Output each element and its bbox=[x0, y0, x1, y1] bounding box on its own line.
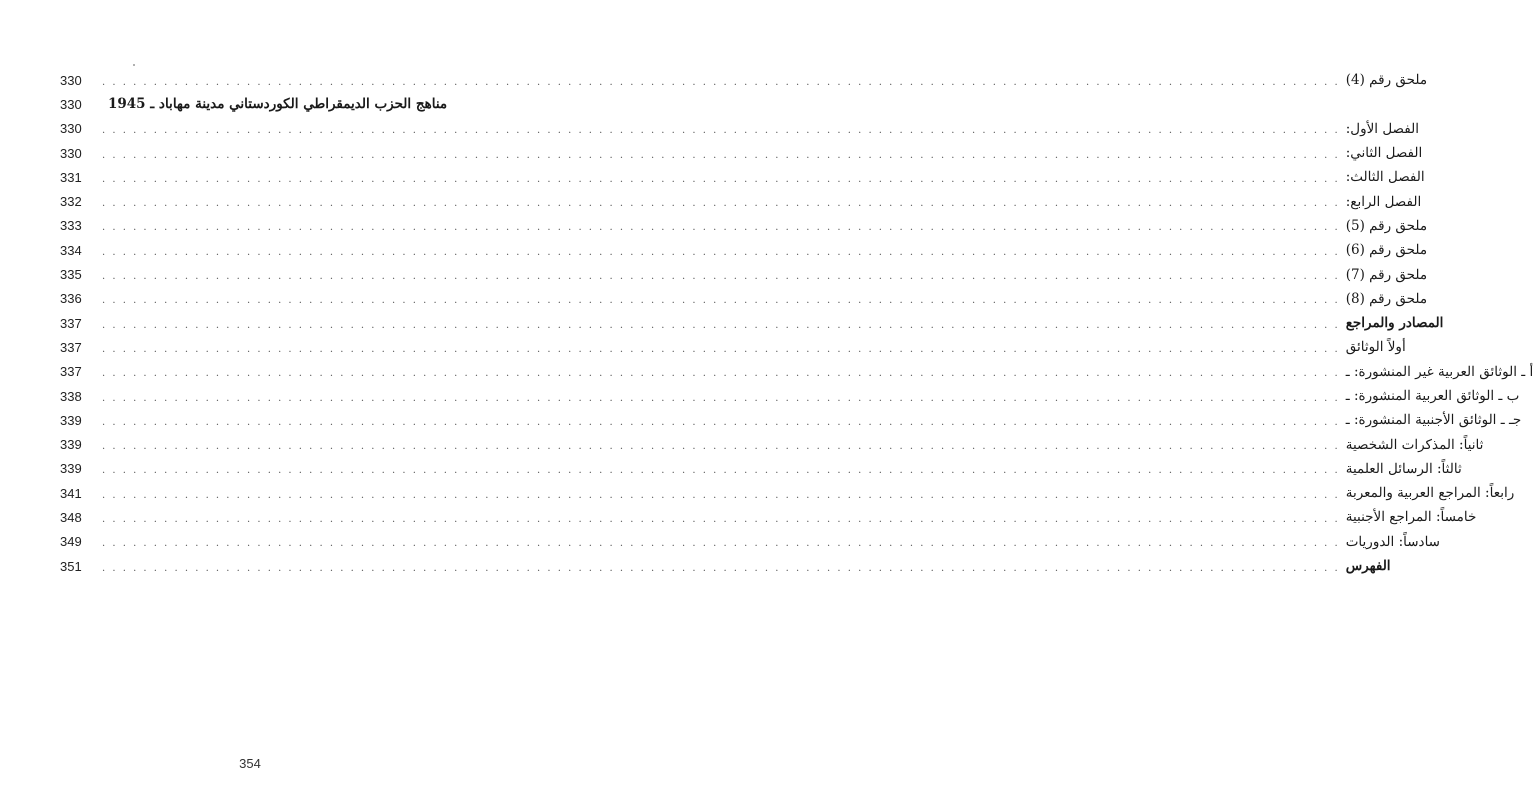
toc-page-number: 337 bbox=[60, 339, 82, 355]
toc-entry-title: ملحق رقم (8) bbox=[1345, 290, 1428, 307]
dot-leader: . . . . . . . . . . . . . . . . . . . . . . . . . . . . . . . . . . . . . . . . . . . . . . . . . . . . . . . . . . . . . . . . . . . . . . . . . . . . . . . . . . . . . . . . . . . . . . . . . . . . . . . . . . . . . . . . . . . . . . . . bbox=[102, 125, 1340, 137]
toc-page-number: 334 bbox=[60, 242, 82, 258]
dot-leader: . . . . . . . . . . . . . . . . . . . . . . . . . . . . . . . . . . . . . . . . . . . . . . . . . . . . . . . . . . . . . . . . . . . . . . . . . . . . . . . . . . . . . . . . . . . . . . . . . . . . . . . . . . . . . . . . . . . . . . . . bbox=[102, 513, 1340, 525]
toc-entry-title: ب ـ الوثائق العربية المنشورة: ـ bbox=[1345, 388, 1520, 404]
toc-entry-title: أ ـ الوثائق العربية غير المنشورة: ـ bbox=[1345, 363, 1533, 380]
dot-leader: . . . . . . . . . . . . . . . . . . . . . . . . . . . . . . . . . . . . . . . . . . . . . . . . . . . . . . . . . . . . . . . . . . . . . . . . . . . . . . . . . . . . . . . . . . . . . . . . . . . . . . . . . . . . . . . . . . . . . . . . bbox=[102, 538, 1340, 550]
dot-leader: . . . . . . . . . . . . . . . . . . . . . . . . . . . . . . . . . . . . . . . . . . . . . . . . . . . . . . . . . . . . . . . . . . . . . . . . . . . . . . . . . . . . . . . . . . . . . . . . . . . . . . . . . . . . . . . . . . . . . . . . bbox=[102, 198, 1340, 210]
toc-entry-title: ملحق رقم (5) bbox=[1345, 217, 1428, 234]
toc-entry bbox=[60, 117, 1419, 141]
toc-page-number: 348 bbox=[60, 509, 82, 525]
page-number: 354 bbox=[239, 756, 261, 771]
toc-page-number: 330 bbox=[60, 145, 82, 161]
dot-leader: . . . . . . . . . . . . . . . . . . . . . . . . . . . . . . . . . . . . . . . . . . . . . . . . . . . . . . . . . . . . . . . . . . . . . . . . . . . . . . . . . . . . . . . . . . . . . . . . . . . . . . . . . . . . . . . . . . . . . . . . bbox=[102, 392, 1340, 404]
toc-page-number: 339 bbox=[60, 437, 82, 453]
toc-page-number: 351 bbox=[60, 558, 82, 574]
dot-leader: . . . . . . . . . . . . . . . . . . . . . . . . . . . . . . . . . . . . . . . . . . . . . . . . . . . . . . . . . . . . . . . . . . . . . . . . . . . . . . . . . . . . . . . . . . . . . . . . . . . . . . . . . . . . . . . . . . . . . . . . bbox=[102, 149, 1340, 161]
toc-entry bbox=[60, 262, 1428, 286]
toc-entry bbox=[60, 408, 1522, 432]
toc-entry-title: الفهرس bbox=[1345, 558, 1391, 575]
dot-leader: . . . . . . . . . . . . . . . . . . . . . . . . . . . . . . . . . . . . . . . . . . . . . . . . . . . . . . . . . . . . . . . . . . . . . . . . . . . . . . . . . . . . . . . . . . . . . . . . . . . . . . . . . . . . . . . . . . . . . . . . bbox=[102, 222, 1340, 234]
dot-leader: . . . . . . . . . . . . . . . . . . . . . . . . . . . . . . . . . . . . . . . . . . . . . . . . . . . . . . . . . . . . . . . . . . . . . . . . . . . . . . . . . . . . . . . . . . . . . . . . . . . . . . . . . . . . . . . . . . . . . . . . bbox=[102, 368, 1340, 380]
dot-leader: . . . . . . . . . . . . . . . . . . . . . . . . . . . . . . . . . . . . . . . . . . . . . . . . . . . . . . . . . . . . . . . . . . . . . . . . . . . . . . . . . . . . . . . . . . . . . . . . . . . . . . . . . . . . . . . . . . . . . . . . bbox=[102, 271, 1340, 283]
dot-leader: . . . . . . . . . . . . . . . . . . . . . . . . . . . . . . . . . . . . . . . . . . . . . . . . . . . . . . . . . . . . . . . . . . . . . . . . . . . . . . . . . . . . . . . . . . . . . . . . . . . . . . . . . . . . . . . . . . . . . . . . bbox=[102, 173, 1340, 185]
toc-entry bbox=[60, 481, 1515, 505]
toc-entry bbox=[60, 457, 1462, 481]
toc-page-number: 330 bbox=[60, 121, 82, 137]
page-speck bbox=[133, 64, 135, 66]
toc-entry-title: المصادر والمراجع bbox=[1345, 315, 1444, 332]
toc-entry-title: خامساً: المراجع الأجنبية bbox=[1345, 509, 1477, 526]
toc-page-number: 339 bbox=[60, 412, 82, 428]
toc-entry bbox=[60, 432, 1484, 456]
toc-page-number: 337 bbox=[60, 364, 82, 380]
toc-page-number: 332 bbox=[60, 194, 82, 210]
toc-page-number: 333 bbox=[60, 218, 82, 234]
dot-leader: . . . . . . . . . . . . . . . . . . . . . . . . . . . . . . . . . . . . . . . . . . . . . . . . . . . . . . . . . . . . . . . . . . . . . . . . . . . . . . . . . . . . . . . . . . . . . . . . . . . . . . . . . . . . . . . . . . . . . . . . bbox=[102, 465, 1340, 477]
toc-entry bbox=[60, 335, 1406, 359]
toc-entry bbox=[60, 554, 1391, 578]
toc-entry bbox=[60, 384, 1520, 408]
toc-entry-title: جـ ـ الوثائق الأجنبية المنشورة: ـ bbox=[1345, 412, 1522, 429]
toc-entry bbox=[60, 68, 1428, 92]
toc-page-number: 330 bbox=[60, 72, 82, 88]
dot-leader: . . . . . . . . . . . . . . . . . . . . . . . . . . . . . . . . . . . . . . . . . . . . . . . . . . . . . . . . . . . . . . . . . . . . . . . . . . . . . . . . . . . . . . . . . . . . . . . . . . . . . . . . . . . . . . . . . . . . . . . . bbox=[102, 76, 1340, 88]
toc-entry bbox=[60, 92, 448, 116]
dot-leader: . . . . . . . . . . . . . . . . . . . . . . . . . . . . . . . . . . . . . . . . . . . . . . . . . . . . . . . . . . . . . . . . . . . . . . . . . . . . . . . . . . . . . . . . . . . . . . . . . . . . . . . . . . . . . . . . . . . . . . . . bbox=[102, 441, 1340, 453]
table-of-contents bbox=[60, 68, 1533, 578]
toc-entry bbox=[60, 238, 1428, 262]
toc-entry bbox=[60, 360, 1533, 384]
toc-entry bbox=[60, 189, 1422, 213]
toc-entry bbox=[60, 505, 1477, 529]
dot-leader: . . . . . . . . . . . . . . . . . . . . . . . . . . . . . . . . . . . . . . . . . . . . . . . . . . . . . . . . . . . . . . . . . . . . . . . . . . . . . . . . . . . . . . . . . . . . . . . . . . . . . . . . . . . . . . . . . . . . . . . . bbox=[102, 343, 1340, 355]
toc-page-number: 335 bbox=[60, 267, 82, 283]
toc-entry-title: الفصل الرابع: bbox=[1345, 193, 1422, 210]
toc-entry bbox=[60, 141, 1423, 165]
dot-leader: . . . . . . . . . . . . . . . . . . . . . . . . . . . . . . . . . . . . . . . . . . . . . . . . . . . . . . . . . . . . . . . . . . . . . . . . . . . . . . . . . . . . . . . . . . . . . . . . . . . . . . . . . . . . . . . . . . . . . . . . bbox=[102, 562, 1340, 574]
toc-page-number: 337 bbox=[60, 315, 82, 331]
toc-entry-title: ثالثاً: الرسائل العلمية bbox=[1345, 460, 1462, 477]
toc-entry bbox=[60, 214, 1428, 238]
toc-page-number: 338 bbox=[60, 388, 82, 404]
toc-entry-title: الفصل الأول: bbox=[1345, 120, 1419, 137]
toc-page-number: 341 bbox=[60, 485, 82, 501]
toc-entry bbox=[60, 530, 1440, 554]
toc-entry bbox=[60, 311, 1444, 335]
toc-page-number: 330 bbox=[60, 96, 82, 112]
toc-entry-title: رابعاً: المراجع العربية والمعربة bbox=[1345, 485, 1515, 502]
toc-entry-title: ملحق رقم (4) bbox=[1345, 72, 1428, 89]
toc-entry-title: ثانياً: المذكرات الشخصية bbox=[1345, 436, 1484, 453]
toc-entry bbox=[60, 287, 1428, 311]
dot-leader: . . . . . . . . . . . . . . . . . . . . . . . . . . . . . . . . . . . . . . . . . . . . . . . . . . . . . . . . . . . . . . . . . . . . . . . . . . . . . . . . . . . . . . . . . . . . . . . . . . . . . . . . . . . . . . . . . . . . . . . . bbox=[102, 489, 1340, 501]
toc-page-number: 349 bbox=[60, 534, 82, 550]
toc-entry-title: الفصل الثالث: bbox=[1345, 169, 1425, 186]
dot-leader: . . . . . . . . . . . . . . . . . . . . . . . . . . . . . . . . . . . . . . . . . . . . . . . . . . . . . . . . . . . . . . . . . . . . . . . . . . . . . . . . . . . . . . . . . . . . . . . . . . . . . . . . . . . . . . . . . . . . . . . . bbox=[102, 295, 1340, 307]
dot-leader: . . . . . . . . . . . . . . . . . . . . . . . . . . . . . . . . . . . . . . . . . . . . . . . . . . . . . . . . . . . . . . . . . . . . . . . . . . . . . . . . . . . . . . . . . . . . . . . . . . . . . . . . . . . . . . . . . . . . . . . . bbox=[102, 246, 1340, 258]
toc-entry-title: ملحق رقم (7) bbox=[1345, 266, 1428, 283]
toc-entry-title: مناهج الحزب الديمقراطي الكوردستاني مدينة مهاباد ـ 1945 bbox=[108, 96, 448, 113]
toc-page-number: 339 bbox=[60, 461, 82, 477]
toc-entry-title: أولاً الوثائق bbox=[1345, 339, 1406, 356]
toc-entry-title: الفصل الثاني: bbox=[1345, 145, 1423, 162]
dot-leader: . . . . . . . . . . . . . . . . . . . . . . . . . . . . . . . . . . . . . . . . . . . . . . . . . . . . . . . . . . . . . . . . . . . . . . . . . . . . . . . . . . . . . . . . . . . . . . . . . . . . . . . . . . . . . . . . . . . . . . . . bbox=[102, 416, 1340, 428]
dot-leader: . . . . . . . . . . . . . . . . . . . . . . . . . . . . . . . . . . . . . . . . . . . . . . . . . . . . . . . . . . . . . . . . . . . . . . . . . . . . . . . . . . . . . . . . . . . . . . . . . . . . . . . . . . . . . . . . . . . . . . . . bbox=[102, 319, 1340, 331]
toc-entry bbox=[60, 165, 1425, 189]
toc-entry-title: سادساً: الدوريات bbox=[1345, 533, 1440, 550]
toc-entry-title: ملحق رقم (6) bbox=[1345, 242, 1428, 259]
toc-page-number: 331 bbox=[60, 169, 82, 185]
toc-page-number: 336 bbox=[60, 291, 82, 307]
